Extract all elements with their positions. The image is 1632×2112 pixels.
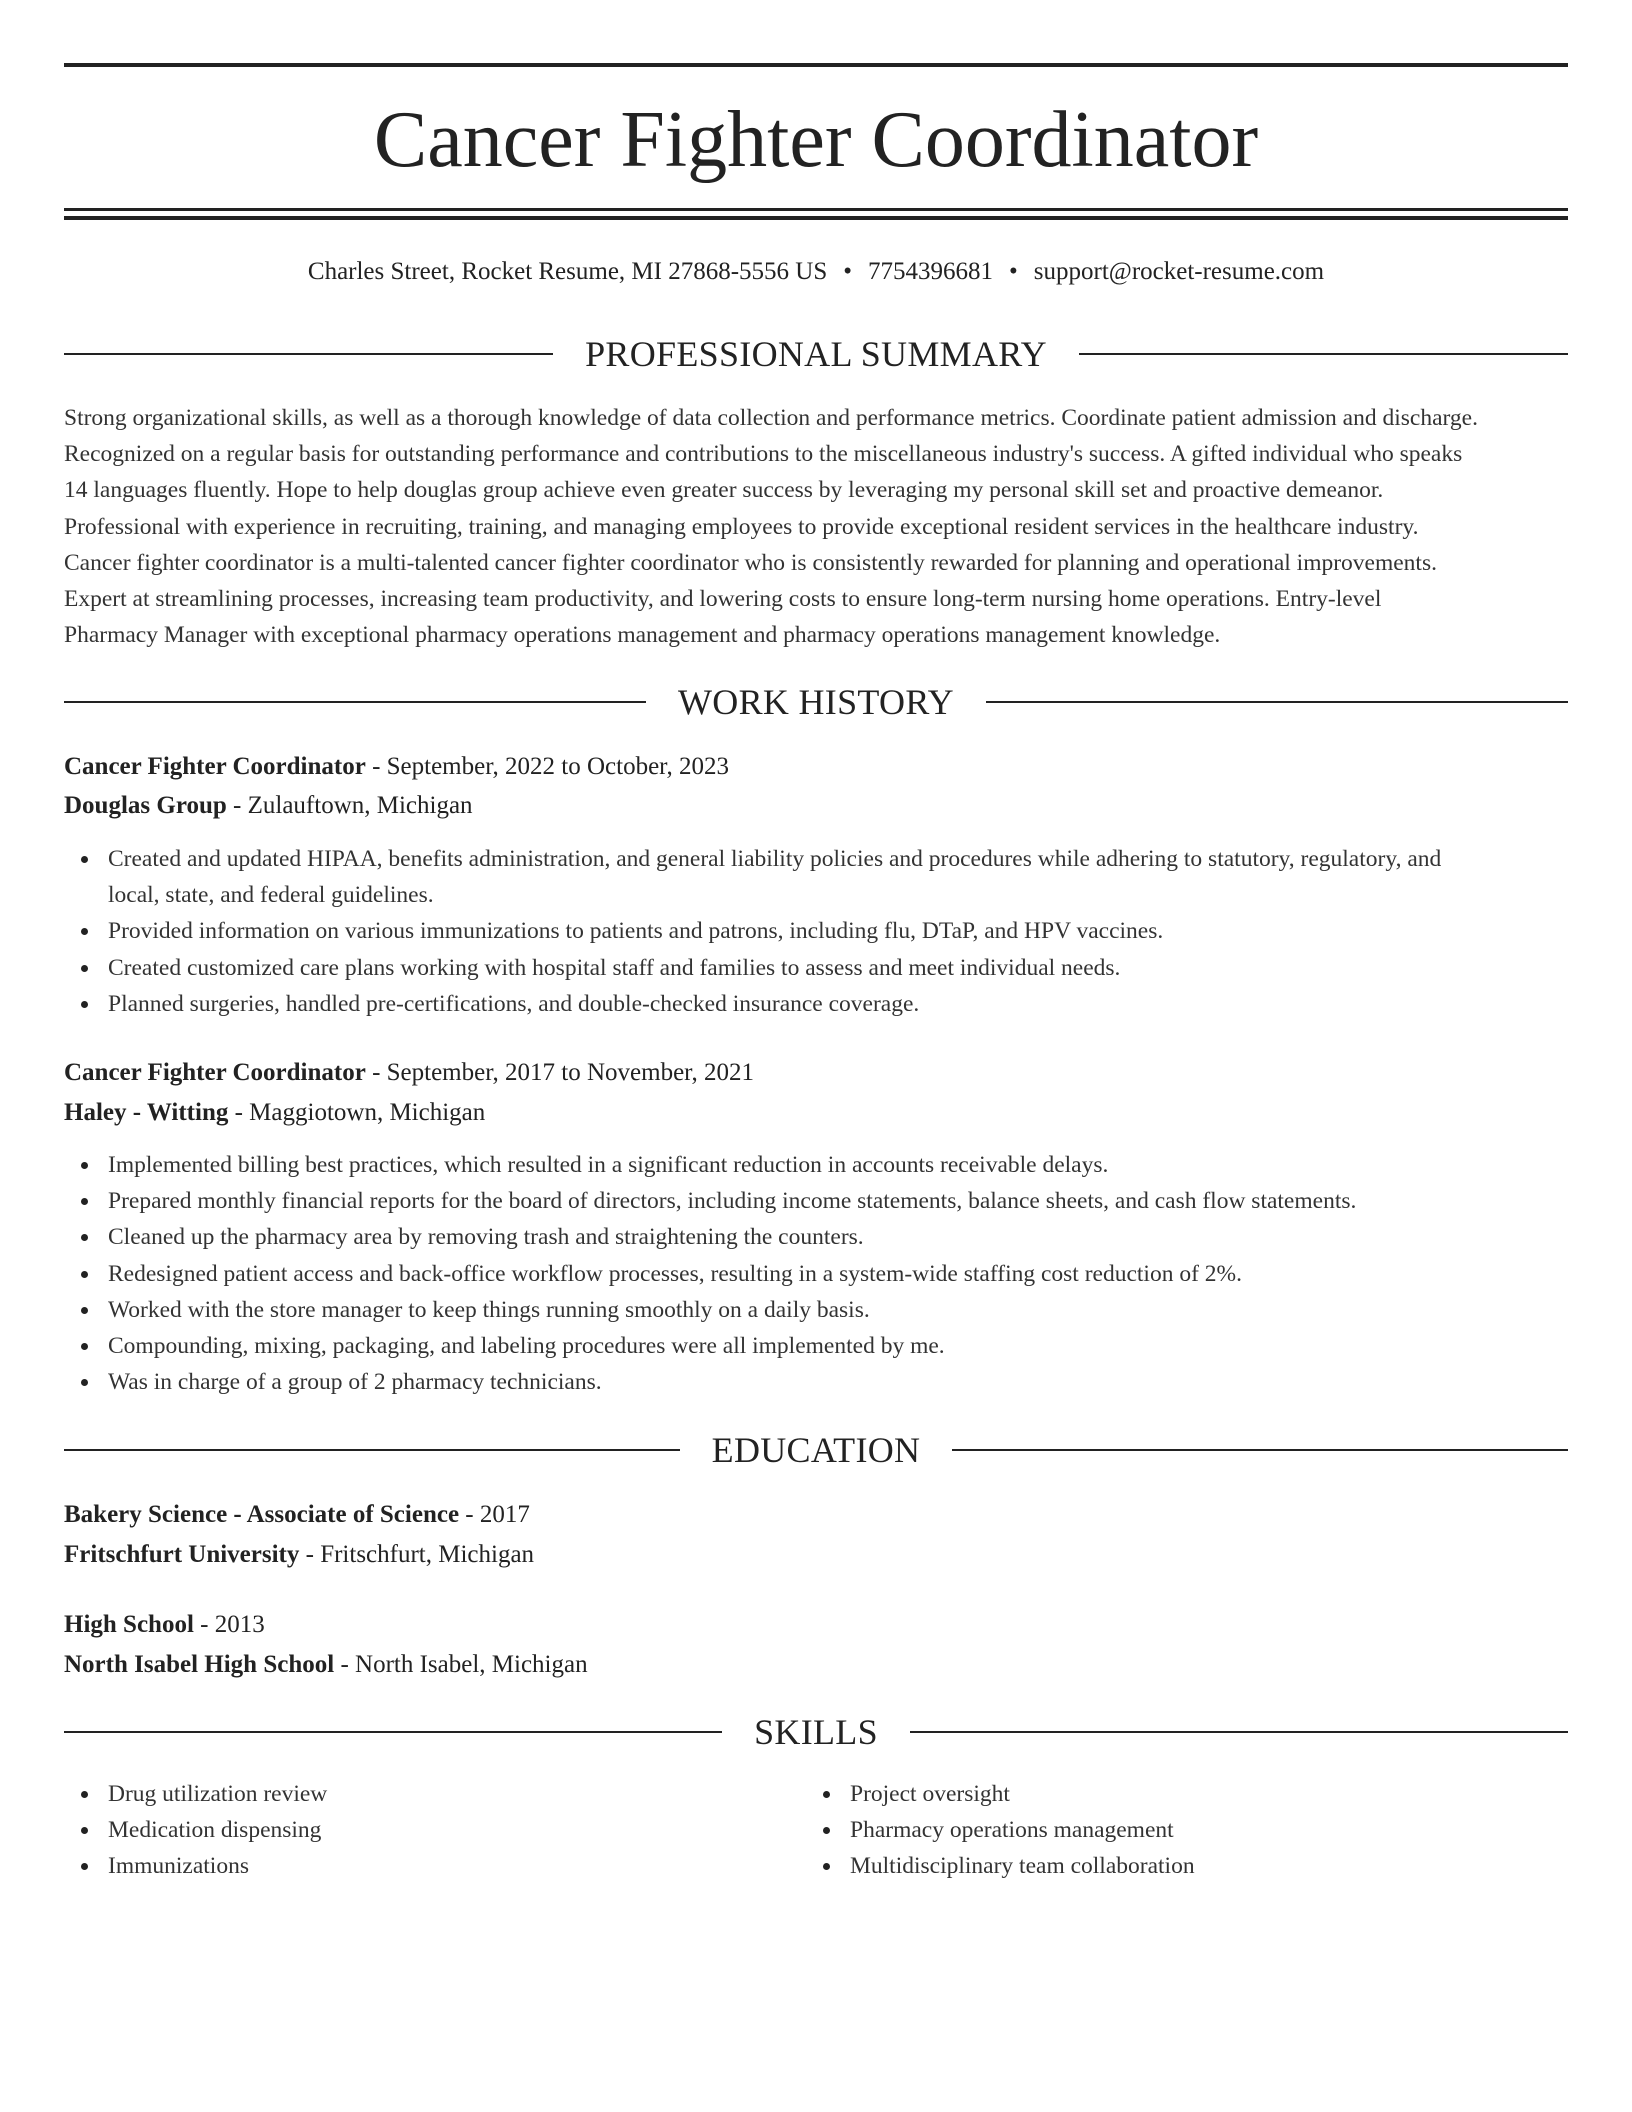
job-bullet: Provided information on various immunizations to patients and patrons, including flu, DTaP, and HPV vaccines.: [64, 913, 1568, 949]
school-line: [64, 1538, 534, 1572]
section-header-summary: [64, 332, 1568, 376]
job-bullet: Was in charge of a group of 2 pharmacy technicians.: [64, 1364, 1568, 1400]
degree-year: - 2013: [193, 1611, 265, 1638]
job-title: Cancer Fighter Coordinator: [64, 1059, 366, 1086]
job-bullets: [64, 1147, 1568, 1400]
job-title: Cancer Fighter Coordinator: [64, 753, 366, 780]
school-name: Fritschfurt University: [64, 1541, 300, 1568]
job-company: Douglas Group: [64, 792, 227, 819]
skill-item: Project oversight: [806, 1776, 1506, 1812]
job-bullet: Created customized care plans working with hospital staff and families to assess and meet individual needs.: [64, 950, 1568, 986]
section-header-education: [64, 1428, 1568, 1472]
section-rule-left: [64, 1449, 680, 1451]
summary-line: Professional with experience in recruiting, training, and managing employees to provide exceptional resident services in the healthcare industry.: [64, 513, 1419, 540]
contact-separator: •: [1009, 258, 1018, 285]
title-underline-rule-2: [64, 216, 1568, 220]
job-dates: - September, 2022 to October, 2023: [365, 753, 730, 780]
summary-line: Recognized on a regular basis for outstanding performance and contributions to the miscellaneous industry's success. A gifted individual who speaks: [64, 441, 1463, 468]
summary-line: Strong organizational skills, as well as a thorough knowledge of data collection and performance metrics. Coordinate patient admission and discharge.: [64, 405, 1478, 431]
section-title-summary: PROFESSIONAL SUMMARY: [585, 334, 1047, 374]
summary-line: Pharmacy Manager with exceptional pharmacy operations management and pharmacy operations management knowledge.: [64, 622, 1221, 649]
skill-item: Immunizations: [64, 1848, 764, 1884]
school-location: - North Isabel, Michigan: [334, 1651, 588, 1678]
section-rule-left: [64, 701, 646, 703]
skill-item: Pharmacy operations management: [806, 1812, 1506, 1848]
job-title-line: [64, 1056, 754, 1090]
skill-item: Multidisciplinary team collaboration: [806, 1848, 1506, 1884]
job-location: - Zulauftown, Michigan: [226, 792, 473, 819]
contact-phone: 7754396681: [868, 258, 994, 285]
job-bullets: [64, 841, 1568, 1022]
job-dates: - September, 2017 to November, 2021: [365, 1059, 755, 1086]
job-company: Haley - Witting: [64, 1099, 229, 1126]
degree-name: Bakery Science - Associate of Science: [64, 1501, 460, 1528]
summary-line: Cancer fighter coordinator is a multi-talented cancer fighter coordinator who is consistently rewarded for planning and operational improvements.: [64, 549, 1437, 576]
skills-list-left: [64, 1776, 764, 1885]
section-rule-right: [1079, 353, 1568, 355]
section-header-skills: [64, 1710, 1568, 1754]
section-rule-right: [986, 701, 1568, 703]
job-company-line: [64, 789, 473, 823]
summary-line: 14 languages fluently. Hope to help douglas group achieve even greater success by leveraging my personal skill set and proactive demeanor.: [64, 477, 1384, 504]
school-name: North Isabel High School: [64, 1651, 335, 1678]
section-title-work: WORK HISTORY: [678, 682, 954, 722]
section-rule-right: [952, 1449, 1568, 1451]
job-bullet: Cleaned up the pharmacy area by removing trash and straightening the counters.: [64, 1219, 1568, 1255]
degree-line: [64, 1498, 530, 1532]
section-rule-left: [64, 1731, 722, 1733]
summary-text: [64, 400, 1568, 653]
section-header-work: [64, 680, 1568, 724]
contact-line: [64, 255, 1568, 289]
resume-title: Cancer Fighter Coordinator: [373, 96, 1259, 184]
contact-email[interactable]: support@rocket-resume.com: [1033, 258, 1325, 285]
degree-year: - 2017: [459, 1501, 530, 1528]
job-bullet: Implemented billing best practices, which resulted in a significant reduction in accounts receivable delays.: [64, 1147, 1568, 1183]
skill-item: Drug utilization review: [64, 1776, 764, 1812]
job-bullet: Created and updated HIPAA, benefits administration, and general liability policies and procedures while adhering to statutory, regulatory, and local, state, and federal guidelines.: [64, 841, 1568, 913]
skill-item: Medication dispensing: [64, 1812, 764, 1848]
job-bullet: Redesigned patient access and back-office workflow processes, resulting in a system-wide staffing cost reduction of 2%.: [64, 1256, 1568, 1292]
section-rule-left: [64, 353, 553, 355]
section-title-skills: SKILLS: [754, 1712, 878, 1752]
title-underline-rule: [64, 208, 1568, 211]
school-location: - Fritschfurt, Michigan: [299, 1541, 535, 1568]
top-rule: [64, 63, 1568, 67]
summary-line: Expert at streamlining processes, increasing team productivity, and lowering costs to ensure long-term nursing home operations. Entry-level: [64, 586, 1382, 613]
contact-separator: •: [843, 258, 853, 285]
job-bullet: Compounding, mixing, packaging, and labeling procedures were all implemented by me.: [64, 1328, 1568, 1364]
job-location: - Maggiotown, Michigan: [228, 1099, 486, 1126]
school-line: [64, 1648, 588, 1682]
job-bullet: Prepared monthly financial reports for the board of directors, including income statements, balance sheets, and cash flow statements.: [64, 1183, 1568, 1219]
job-title-line: [64, 750, 729, 784]
job-bullet: Planned surgeries, handled pre-certifications, and double-checked insurance coverage.: [64, 986, 1568, 1022]
job-bullet: Worked with the store manager to keep things running smoothly on a daily basis.: [64, 1292, 1568, 1328]
job-company-line: [64, 1096, 485, 1130]
section-rule-right: [910, 1731, 1568, 1733]
section-title-education: EDUCATION: [711, 1430, 921, 1470]
skills-list-right: [806, 1776, 1506, 1885]
degree-line: [64, 1608, 265, 1642]
degree-name: High School: [64, 1611, 194, 1638]
contact-address: Charles Street, Rocket Resume, MI 27868-5556 US: [307, 258, 828, 285]
